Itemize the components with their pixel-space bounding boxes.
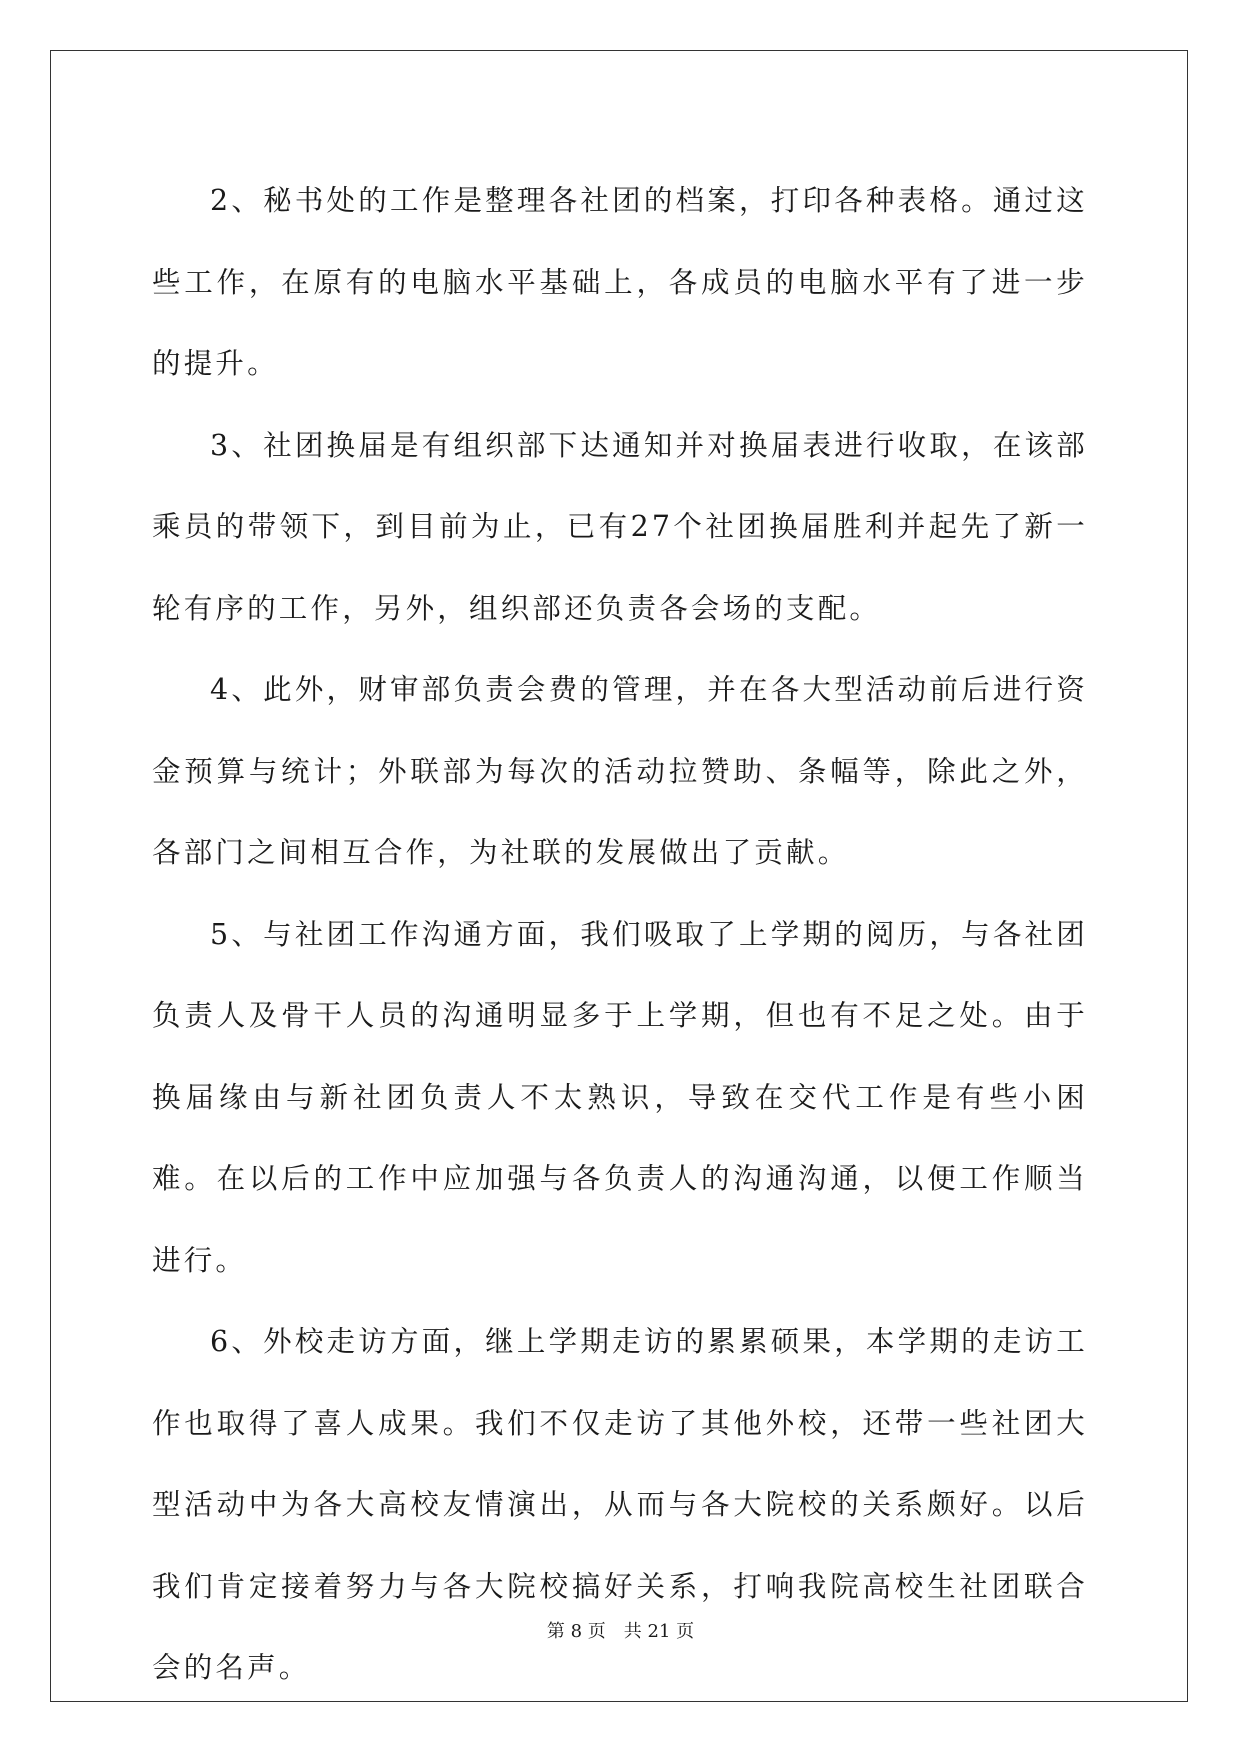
current-page-number: 第 8 页 [546,1621,606,1642]
paragraph-item-3: 3、社团换届是有组织部下达通知并对换届表进行收取，在该部乘员的带领下，到目前为止，已有27个社团换届胜利并起先了新一轮有序的工作，另外，组织部还负责各会场的支配。 [152,428,1088,625]
paragraph-item-5: 5、与社团工作沟通方面，我们吸取了上学期的阅历，与各社团负责人及骨干人员的沟通明显多于上学期，但也有不足之处。由于换届缘由与新社团负责人不太熟识，导致在交代工作是有些小困难。在以后的工作中应加强与各负责人的沟通沟通，以便工作顺当进行。 [152,917,1088,1277]
paragraph-item-4: 4、此外，财审部负责会费的管理，并在各大型活动前后进行资金预算与统计；外联部为每次的活动拉赞助、条幅等，除此之外，各部门之间相互合作，为社联的发展做出了贡献。 [152,673,1088,869]
document-body [152,160,1088,1709]
paragraph-item-2: 2、秘书处的工作是整理各社团的档案，打印各种表格。通过这些工作，在原有的电脑水平基础上，各成员的电脑水平有了进一步的提升。 [152,184,1088,380]
page-footer [0,1620,1241,1644]
paragraph-item-6: 6、外校走访方面，继上学期走访的累累硕果，本学期的走访工作也取得了喜人成果。我们不仅走访了其他外校，还带一些社团大型活动中为各大高校友情演出，从而与各大院校的关系颇好。以后我们肯定接着努力与各大院校搞好关系，打响我院高校生社团联合会的名声。 [152,1325,1088,1684]
total-page-count: 共 21 页 [623,1621,695,1642]
